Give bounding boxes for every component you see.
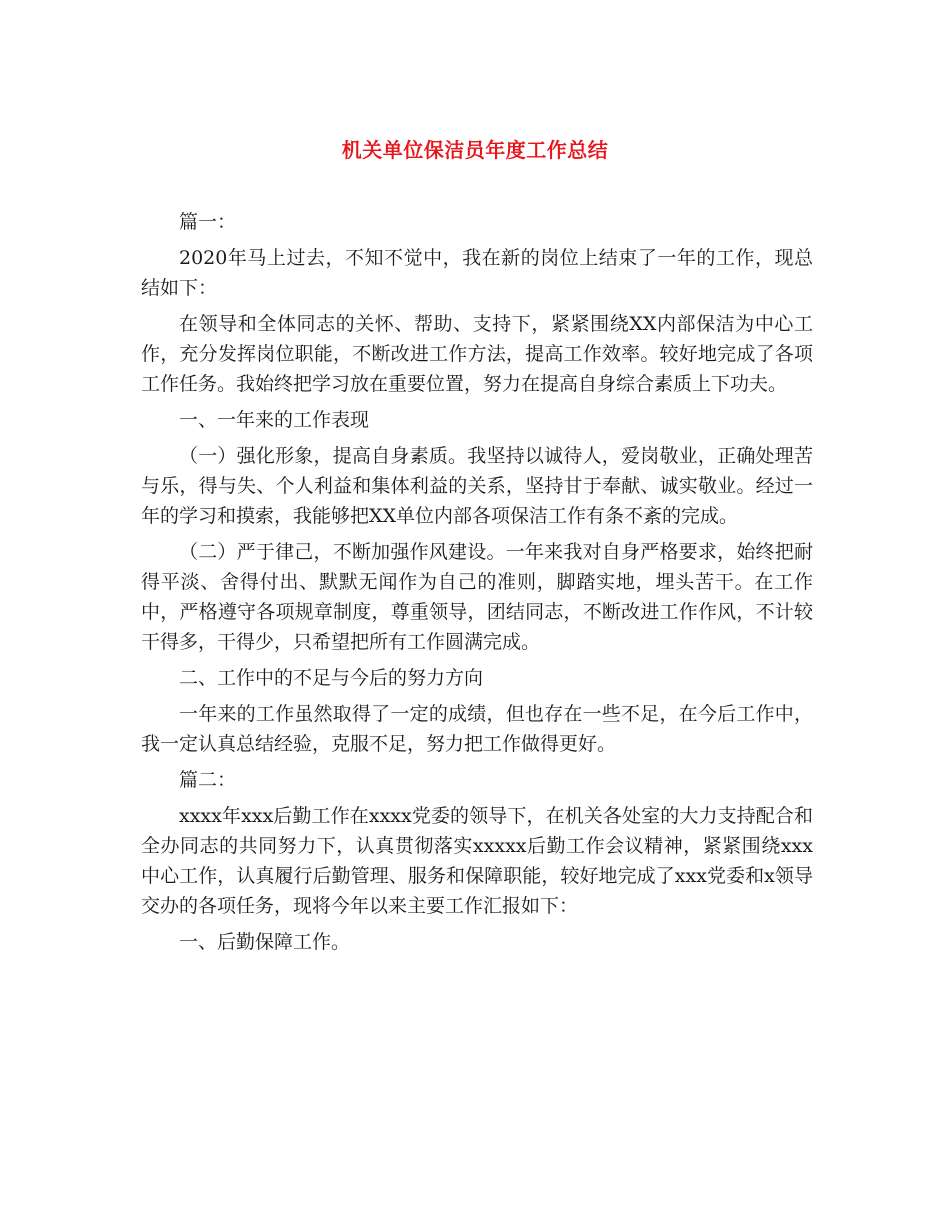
paragraph-shortcomings: 一年来的工作虽然取得了一定的成绩，但也存在一些不足，在今后工作中，我一定认真总结经验，克服不足，努力把工作做得更好。 bbox=[141, 703, 813, 755]
paragraph-item-one: （一）强化形象，提高自身素质。我坚持以诚待人，爱岗敬业，正确处理苦与乐，得与失、个人利益和集体利益的关系，坚持甘于奉献、诚实敬业。经过一年的学习和摸索，我能够把XX单位内部各项保洁工作有条不紊的完成。 bbox=[141, 445, 813, 527]
document-body bbox=[141, 207, 813, 957]
paragraph-heading-logistics: 一、后勤保障工作。 bbox=[179, 931, 351, 953]
paragraph-overview: 在领导和全体同志的关怀、帮助、支持下，紧紧围绕XX内部保洁为中心工作，充分发挥岗位职能，不断改进工作方法，提高工作效率。较好地完成了各项工作任务。我始终把学习放在重要位置，努力在提高自身综合素质上下功夫。 bbox=[141, 313, 813, 395]
paragraph-heading-performance: 一、一年来的工作表现 bbox=[179, 409, 370, 431]
paragraph-heading-shortcomings: 二、工作中的不足与今后的努力方向 bbox=[179, 667, 484, 689]
document-title: 机关单位保洁员年度工作总结 bbox=[341, 138, 609, 162]
paragraph-section-one-heading: 篇一： bbox=[179, 211, 237, 233]
paragraph-intro: 2020年马上过去，不知不觉中，我在新的岗位上结束了一年的工作，现总结如下： bbox=[141, 247, 813, 299]
paragraph-logistics-intro: xxxx年xxx后勤工作在xxxx党委的领导下，在机关各处室的大力支持配合和全办同志的共同努力下，认真贯彻落实xxxxx后勤工作会议精神，紧紧围绕xxx中心工作，认真履行后勤管理、服务和保障职能，较好地完成了xxx党委和x领导交办的各项任务，现将今年以来主要工作汇报如下： bbox=[141, 805, 813, 917]
paragraph-section-two-heading: 篇二： bbox=[179, 769, 237, 791]
paragraph-item-two: （二）严于律己，不断加强作风建设。一年来我对自身严格要求，始终把耐得平淡、舍得付出、默默无闻作为自己的准则，脚踏实地，埋头苦干。在工作中，严格遵守各项规章制度，尊重领导，团结同志，不断改进工作作风，不计较干得多，干得少，只希望把所有工作圆满完成。 bbox=[141, 541, 813, 653]
